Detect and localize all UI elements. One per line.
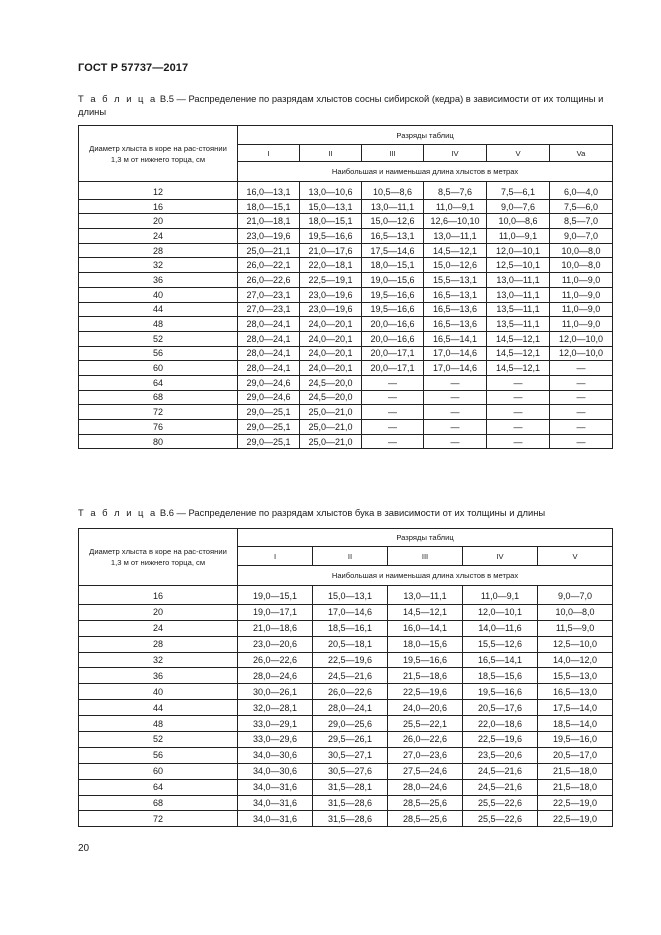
column-header: IV [463, 547, 538, 566]
length-range-cell: 28,0—24,6 [238, 668, 313, 684]
diameter-cell: 20 [79, 604, 238, 620]
diameter-cell: 80 [79, 434, 238, 449]
table-row [79, 586, 613, 605]
table-row [79, 636, 613, 652]
length-range-cell: 10,0—8,0 [538, 604, 613, 620]
length-range-cell: 26,0—22,6 [238, 273, 300, 288]
length-range-cell: 15,0—12,6 [424, 258, 487, 273]
length-range-cell: 8,5—7,0 [550, 214, 613, 229]
length-range-cell: — [424, 420, 487, 435]
diameter-cell: 32 [79, 258, 238, 273]
length-range-cell: 14,5—12,1 [388, 604, 463, 620]
table-b5 [78, 125, 613, 449]
length-range-cell: 10,0—8,0 [550, 258, 613, 273]
length-range-cell: 11,0—9,1 [487, 229, 550, 244]
length-range-cell: 28,5—25,6 [388, 811, 463, 827]
length-range-cell: 18,0—15,1 [300, 214, 362, 229]
length-range-cell: 9,0—7,6 [487, 199, 550, 214]
table-row [79, 811, 613, 827]
length-range-cell: — [424, 434, 487, 449]
table-row [79, 243, 613, 258]
length-range-cell: 18,0—15,1 [362, 258, 424, 273]
length-range-cell: 21,5—18,0 [538, 763, 613, 779]
length-range-cell: 17,0—14,6 [424, 361, 487, 376]
column-header: III [388, 547, 463, 566]
length-range-cell: 28,0—24,1 [238, 346, 300, 361]
length-range-cell: 27,0—23,1 [238, 302, 300, 317]
length-range-cell: — [550, 405, 613, 420]
table-row [79, 302, 613, 317]
length-range-cell: 9,0—7,0 [538, 586, 613, 605]
diameter-cell: 20 [79, 214, 238, 229]
table-row [79, 684, 613, 700]
table-b5-body [79, 182, 613, 449]
length-range-cell: 20,0—17,1 [362, 346, 424, 361]
length-range-cell: 23,5—20,6 [463, 747, 538, 763]
diameter-cell: 40 [79, 287, 238, 302]
length-range-cell: 20,5—18,1 [313, 636, 388, 652]
length-range-cell: 12,0—10,1 [487, 243, 550, 258]
diameter-cell: 64 [79, 779, 238, 795]
column-header: II [313, 547, 388, 566]
length-range-cell: 11,0—9,1 [463, 586, 538, 605]
diameter-cell: 48 [79, 716, 238, 732]
length-range-cell: 15,0—13,1 [300, 199, 362, 214]
grades-header: Разряды таблиц [238, 529, 613, 547]
length-range-cell: 14,5—12,1 [487, 331, 550, 346]
length-range-cell: 16,5—13,6 [424, 302, 487, 317]
length-range-cell: — [487, 420, 550, 435]
table-row [79, 700, 613, 716]
table-row [79, 346, 613, 361]
length-range-cell: 22,5—19,6 [313, 652, 388, 668]
length-range-cell: 27,0—23,1 [238, 287, 300, 302]
length-range-cell: 21,0—17,6 [300, 243, 362, 258]
caption-text: В.5 — Распределение по разрядам хлыстов сосны сибирской (кедра) в зависимости от их толщины и длины [78, 93, 604, 117]
length-range-cell: 11,0—9,0 [550, 273, 613, 288]
length-range-cell: — [362, 375, 424, 390]
length-range-cell: 8,5—7,6 [424, 182, 487, 200]
length-range-cell: 14,5—12,1 [487, 346, 550, 361]
length-range-cell: 7,5—6,0 [550, 199, 613, 214]
length-range-cell: 27,0—23,6 [388, 747, 463, 763]
table-row [79, 287, 613, 302]
length-subheader: Наибольшая и наименьшая длина хлыстов в метрах [238, 566, 613, 586]
column-header: I [238, 145, 300, 162]
length-range-cell: — [487, 375, 550, 390]
length-range-cell: 21,0—18,1 [238, 214, 300, 229]
length-range-cell: 18,0—15,1 [238, 199, 300, 214]
length-range-cell: 24,5—20,0 [300, 390, 362, 405]
length-range-cell: 34,0—30,6 [238, 763, 313, 779]
length-range-cell: 33,0—29,1 [238, 716, 313, 732]
length-range-cell: 17,5—14,6 [362, 243, 424, 258]
length-range-cell: 11,5—9,0 [538, 620, 613, 636]
table-row [79, 434, 613, 449]
length-range-cell: 12,0—10,0 [550, 331, 613, 346]
diameter-cell: 60 [79, 763, 238, 779]
length-range-cell: 25,5—22,6 [463, 811, 538, 827]
diameter-cell: 16 [79, 199, 238, 214]
length-range-cell: 34,0—31,6 [238, 811, 313, 827]
length-range-cell: 17,0—14,6 [424, 346, 487, 361]
table-row [79, 214, 613, 229]
diameter-cell: 68 [79, 795, 238, 811]
column-header: I [238, 547, 313, 566]
length-range-cell: 23,0—19,6 [238, 229, 300, 244]
length-range-cell: 16,0—14,1 [388, 620, 463, 636]
length-range-cell: 18,5—16,1 [313, 620, 388, 636]
length-range-cell: 22,5—19,6 [388, 684, 463, 700]
length-range-cell: 13,0—11,1 [388, 586, 463, 605]
length-range-cell: 19,5—16,6 [388, 652, 463, 668]
diameter-cell: 48 [79, 317, 238, 332]
length-range-cell: 16,5—14,1 [424, 331, 487, 346]
column-header: V [538, 547, 613, 566]
table-row [79, 199, 613, 214]
table-row [79, 747, 613, 763]
table-row [79, 405, 613, 420]
length-range-cell: 20,0—17,1 [362, 361, 424, 376]
table-row [79, 668, 613, 684]
length-range-cell: 14,5—12,1 [487, 361, 550, 376]
table-row [79, 763, 613, 779]
length-range-cell: 22,0—18,6 [463, 716, 538, 732]
length-range-cell: 26,0—22,6 [238, 652, 313, 668]
diameter-cell: 72 [79, 811, 238, 827]
diameter-cell: 44 [79, 700, 238, 716]
length-range-cell: 14,0—12,0 [538, 652, 613, 668]
table-row [79, 317, 613, 332]
length-range-cell: 20,0—16,6 [362, 317, 424, 332]
diameter-cell: 64 [79, 375, 238, 390]
length-range-cell: 13,0—11,1 [424, 229, 487, 244]
length-range-cell: 24,5—21,6 [313, 668, 388, 684]
length-range-cell: 26,0—22,1 [238, 258, 300, 273]
length-range-cell: 26,0—22,6 [388, 732, 463, 748]
length-range-cell: 28,0—24,1 [238, 361, 300, 376]
length-range-cell: 29,0—24,6 [238, 390, 300, 405]
length-range-cell: 25,5—22,1 [388, 716, 463, 732]
table-row [79, 604, 613, 620]
length-range-cell: 10,0—8,6 [487, 214, 550, 229]
length-range-cell: 24,5—21,6 [463, 763, 538, 779]
length-range-cell: 23,0—19,6 [300, 302, 362, 317]
table-b6-caption [78, 506, 618, 519]
diameter-cell: 36 [79, 273, 238, 288]
table-row [79, 732, 613, 748]
length-range-cell: 20,5—17,0 [538, 747, 613, 763]
length-range-cell: 13,0—11,1 [487, 273, 550, 288]
table-row [79, 652, 613, 668]
length-range-cell: 13,5—11,1 [487, 317, 550, 332]
length-range-cell: 22,5—19,1 [300, 273, 362, 288]
length-range-cell: — [550, 420, 613, 435]
length-range-cell: — [362, 434, 424, 449]
diameter-cell: 40 [79, 684, 238, 700]
diameter-cell: 56 [79, 747, 238, 763]
length-range-cell: 19,5—16,0 [538, 732, 613, 748]
length-range-cell: 14,0—11,6 [463, 620, 538, 636]
column-header: IV [424, 145, 487, 162]
table-row [79, 258, 613, 273]
length-range-cell: 15,5—13,0 [538, 668, 613, 684]
length-subheader: Наибольшая и наименьшая длина хлыстов в метрах [238, 162, 613, 182]
length-range-cell: 23,0—19,6 [300, 287, 362, 302]
length-range-cell: 19,5—16,6 [362, 287, 424, 302]
length-range-cell: 12,5—10,0 [538, 636, 613, 652]
length-range-cell: 31,5—28,6 [313, 811, 388, 827]
length-range-cell: 22,5—19,0 [538, 811, 613, 827]
column-header: V [487, 145, 550, 162]
table-row [79, 273, 613, 288]
diameter-cell: 24 [79, 620, 238, 636]
length-range-cell: 11,0—9,0 [550, 287, 613, 302]
column-header: II [300, 145, 362, 162]
column-header: III [362, 145, 424, 162]
length-range-cell: 15,0—12,6 [362, 214, 424, 229]
length-range-cell: 23,0—20,6 [238, 636, 313, 652]
length-range-cell: 24,5—21,6 [463, 779, 538, 795]
length-range-cell: 7,5—6,1 [487, 182, 550, 200]
length-range-cell: — [487, 390, 550, 405]
length-range-cell: — [362, 420, 424, 435]
diameter-cell: 12 [79, 182, 238, 200]
diameter-cell: 52 [79, 732, 238, 748]
length-range-cell: 27,5—24,6 [388, 763, 463, 779]
length-range-cell: 18,5—14,0 [538, 716, 613, 732]
length-range-cell: 29,5—26,1 [313, 732, 388, 748]
length-range-cell: 28,5—25,6 [388, 795, 463, 811]
diameter-cell: 36 [79, 668, 238, 684]
length-range-cell: 29,0—25,6 [313, 716, 388, 732]
length-range-cell: 34,0—31,6 [238, 795, 313, 811]
length-range-cell: 28,0—24,1 [238, 331, 300, 346]
length-range-cell: 13,0—10,6 [300, 182, 362, 200]
length-range-cell: — [550, 375, 613, 390]
length-range-cell: 22,5—19,6 [463, 732, 538, 748]
length-range-cell: 9,0—7,0 [550, 229, 613, 244]
length-range-cell: — [550, 361, 613, 376]
length-range-cell: — [424, 375, 487, 390]
length-range-cell: 20,0—16,6 [362, 331, 424, 346]
length-range-cell: — [487, 405, 550, 420]
length-range-cell: 25,0—21,0 [300, 420, 362, 435]
diameter-cell: 28 [79, 243, 238, 258]
length-range-cell: 25,0—21,0 [300, 434, 362, 449]
table-b6 [78, 528, 613, 827]
table-row [79, 716, 613, 732]
length-range-cell: — [424, 405, 487, 420]
diameter-cell: 32 [79, 652, 238, 668]
diameter-cell: 68 [79, 390, 238, 405]
length-range-cell: — [550, 434, 613, 449]
table-row [79, 375, 613, 390]
table-row [79, 331, 613, 346]
caption-text: В.6 — Распределение по разрядам хлыстов бука в зависимости от их толщины и длины [157, 507, 546, 518]
length-range-cell: 12,0—10,1 [463, 604, 538, 620]
length-range-cell: 28,0—24,1 [313, 700, 388, 716]
length-range-cell: 21,0—18,6 [238, 620, 313, 636]
length-range-cell: 19,5—16,6 [300, 229, 362, 244]
length-range-cell: 21,5—18,6 [388, 668, 463, 684]
length-range-cell: 13,0—11,1 [487, 287, 550, 302]
length-range-cell: 19,0—15,1 [238, 586, 313, 605]
length-range-cell: — [550, 390, 613, 405]
length-range-cell: 20,5—17,6 [463, 700, 538, 716]
length-range-cell: 22,5—19,0 [538, 795, 613, 811]
length-range-cell: 12,5—10,1 [487, 258, 550, 273]
length-range-cell: 28,0—24,1 [238, 317, 300, 332]
length-range-cell: 15,0—13,1 [313, 586, 388, 605]
length-range-cell: 25,0—21,0 [300, 405, 362, 420]
length-range-cell: 22,0—18,1 [300, 258, 362, 273]
length-range-cell: 24,5—20,0 [300, 375, 362, 390]
length-range-cell: 34,0—30,6 [238, 747, 313, 763]
table-row [79, 620, 613, 636]
length-range-cell: 28,0—24,6 [388, 779, 463, 795]
length-range-cell: 16,5—13,1 [362, 229, 424, 244]
length-range-cell: 11,0—9,1 [424, 199, 487, 214]
page-number: 20 [78, 843, 90, 854]
length-range-cell: 18,0—15,6 [388, 636, 463, 652]
table-row [79, 361, 613, 376]
length-range-cell: 31,5—28,6 [313, 795, 388, 811]
length-range-cell: 33,0—29,6 [238, 732, 313, 748]
table-b6-body [79, 586, 613, 827]
diameter-header: Диаметр хлыста в коре на рас-стоянии 1,3 м от нижнего торца, см [79, 529, 238, 586]
diameter-cell: 24 [79, 229, 238, 244]
length-range-cell: 31,5—28,1 [313, 779, 388, 795]
length-range-cell: 24,0—20,6 [388, 700, 463, 716]
length-range-cell: 15,5—12,6 [463, 636, 538, 652]
length-range-cell: 16,5—13,6 [424, 317, 487, 332]
table-row [79, 390, 613, 405]
diameter-cell: 16 [79, 586, 238, 605]
length-range-cell: 18,5—15,6 [463, 668, 538, 684]
diameter-cell: 28 [79, 636, 238, 652]
length-range-cell: 12,6—10,10 [424, 214, 487, 229]
table-row [79, 182, 613, 200]
diameter-cell: 76 [79, 420, 238, 435]
length-range-cell: 19,0—17,1 [238, 604, 313, 620]
table-row [79, 420, 613, 435]
length-range-cell: 26,0—22,6 [313, 684, 388, 700]
caption-label: Т а б л и ц а [78, 93, 158, 104]
length-range-cell: 29,0—25,1 [238, 405, 300, 420]
table-row [79, 795, 613, 811]
diameter-cell: 56 [79, 346, 238, 361]
length-range-cell: 17,5—14,0 [538, 700, 613, 716]
length-range-cell: 11,0—9,0 [550, 317, 613, 332]
diameter-cell: 44 [79, 302, 238, 317]
diameter-cell: 60 [79, 361, 238, 376]
length-range-cell: 24,0—20,1 [300, 346, 362, 361]
length-range-cell: — [487, 434, 550, 449]
diameter-header: Диаметр хлыста в коре на рас-стоянии 1,3 м от нижнего торца, см [79, 126, 238, 182]
length-range-cell: 25,5—22,6 [463, 795, 538, 811]
length-range-cell: 16,5—13,0 [538, 684, 613, 700]
length-range-cell: 29,0—25,1 [238, 420, 300, 435]
diameter-cell: 52 [79, 331, 238, 346]
column-header: Va [550, 145, 613, 162]
length-range-cell: 19,0—15,6 [362, 273, 424, 288]
length-range-cell: 19,5—16,6 [463, 684, 538, 700]
length-range-cell: 29,0—24,6 [238, 375, 300, 390]
length-range-cell: 13,5—11,1 [487, 302, 550, 317]
length-range-cell: — [424, 390, 487, 405]
length-range-cell: — [362, 390, 424, 405]
length-range-cell: 15,5—13,1 [424, 273, 487, 288]
table-row [79, 779, 613, 795]
length-range-cell: 12,0—10,0 [550, 346, 613, 361]
table-row [79, 229, 613, 244]
length-range-cell: 10,5—8,6 [362, 182, 424, 200]
grades-header: Разряды таблиц [238, 126, 613, 145]
length-range-cell: 30,0—26,1 [238, 684, 313, 700]
length-range-cell: 14,5—12,1 [424, 243, 487, 258]
length-range-cell: 19,5—16,6 [362, 302, 424, 317]
diameter-cell: 72 [79, 405, 238, 420]
table-b5-caption [78, 92, 618, 118]
length-range-cell: 25,0—21,1 [238, 243, 300, 258]
length-range-cell: 21,5—18,0 [538, 779, 613, 795]
length-range-cell: 24,0—20,1 [300, 317, 362, 332]
length-range-cell: 17,0—14,6 [313, 604, 388, 620]
length-range-cell: 13,0—11,1 [362, 199, 424, 214]
length-range-cell: 30,5—27,1 [313, 747, 388, 763]
length-range-cell: 16,0—13,1 [238, 182, 300, 200]
length-range-cell: 10,0—8,0 [550, 243, 613, 258]
length-range-cell: 16,5—13,1 [424, 287, 487, 302]
length-range-cell: 32,0—28,1 [238, 700, 313, 716]
length-range-cell: 24,0—20,1 [300, 331, 362, 346]
length-range-cell: — [362, 405, 424, 420]
length-range-cell: 16,5—14,1 [463, 652, 538, 668]
length-range-cell: 6,0—4,0 [550, 182, 613, 200]
length-range-cell: 11,0—9,0 [550, 302, 613, 317]
caption-label: Т а б л и ц а [78, 507, 158, 518]
length-range-cell: 30,5—27,6 [313, 763, 388, 779]
length-range-cell: 34,0—31,6 [238, 779, 313, 795]
length-range-cell: 24,0—20,1 [300, 361, 362, 376]
length-range-cell: 29,0—25,1 [238, 434, 300, 449]
document-id: ГОСТ Р 57737—2017 [78, 62, 189, 74]
